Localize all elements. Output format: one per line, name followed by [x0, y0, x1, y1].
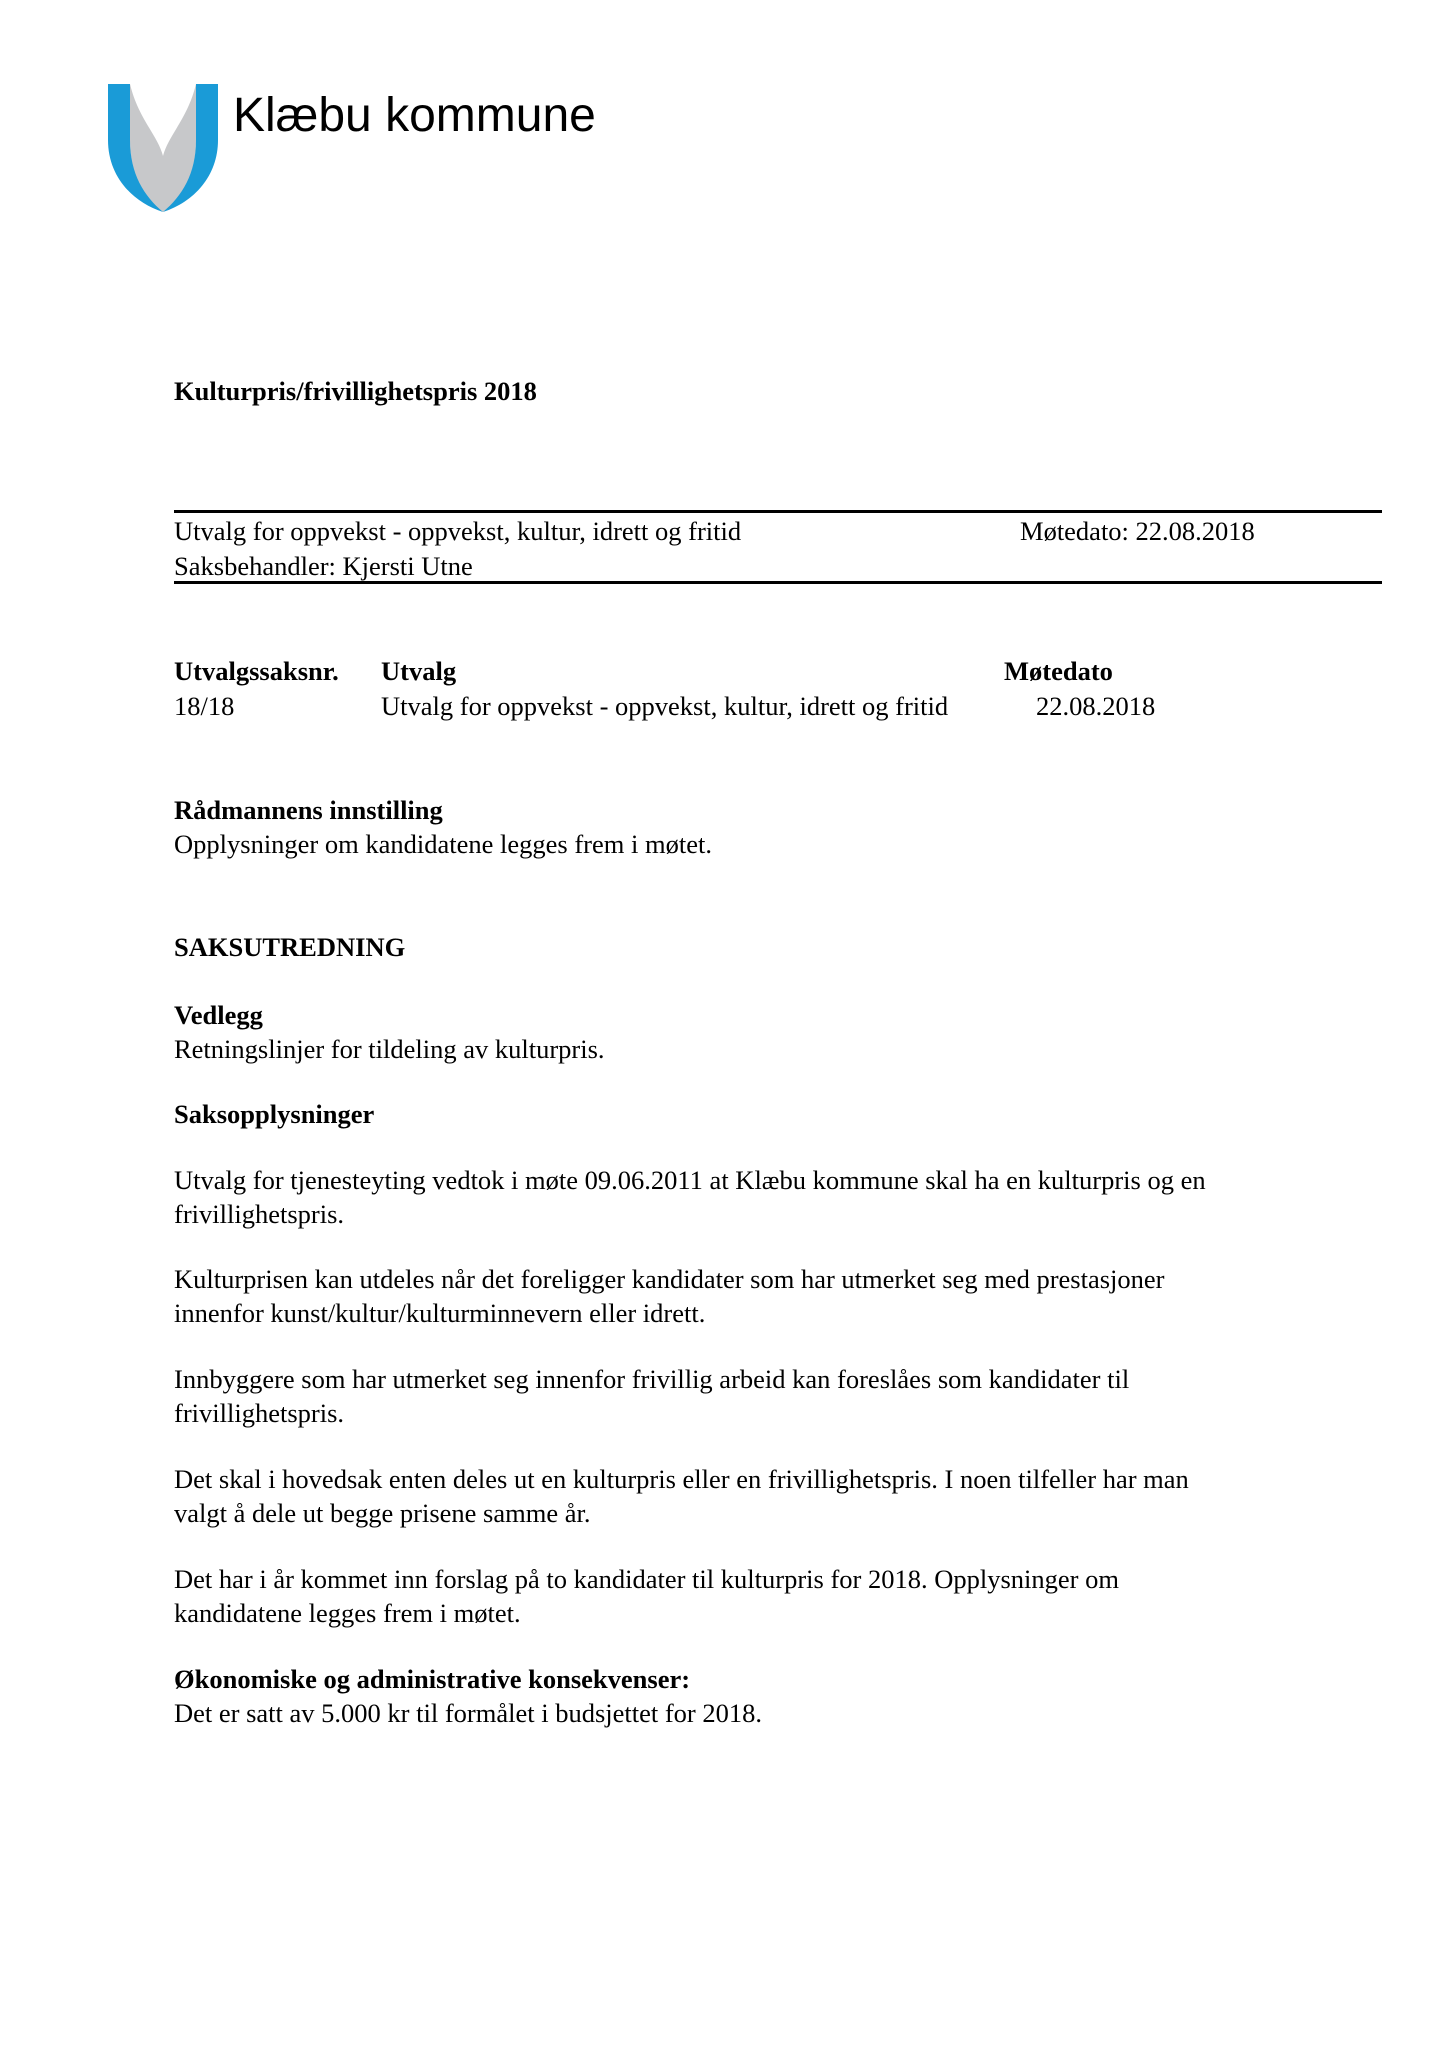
consequences-text: Det er satt av 5.000 kr til formålet i budsjettet for 2018.	[174, 1698, 763, 1728]
recommendation-heading: Rådmannens innstilling	[174, 795, 443, 825]
paragraph-line: Det har i år kommet inn forslag på to kandidater til kulturpris for 2018. Opplysninger om	[174, 1564, 1119, 1594]
paragraph-line: valgt å dele ut begge prisene samme år.	[174, 1498, 591, 1528]
table-header-date: Møtedato	[1004, 656, 1113, 686]
case-info-heading: Saksopplysninger	[174, 1099, 375, 1129]
meta-meeting-date: Møtedato: 22.08.2018	[1020, 516, 1255, 546]
recommendation-text: Opplysninger om kandidatene legges frem i møtet.	[174, 829, 712, 859]
paragraph-line: Innbyggere som har utmerket seg innenfor frivillig arbeid kan foreslåes som kandidater til	[174, 1364, 1130, 1394]
consequences-heading: Økonomiske og administrative konsekvenser:	[174, 1664, 691, 1694]
table-cell-date: 22.08.2018	[1036, 691, 1156, 721]
klaebu-coat-of-arms-icon	[108, 84, 218, 216]
paragraph-line: innenfor kunst/kultur/kulturminnevern eller idrett.	[174, 1298, 706, 1328]
paragraph-line: kandidatene legges frem i møtet.	[174, 1598, 521, 1628]
attachments-heading: Vedlegg	[174, 1000, 263, 1030]
paragraph-line: frivillighetspris.	[174, 1199, 345, 1229]
document-title: Kulturpris/frivillighetspris 2018	[174, 376, 537, 406]
attachments-text: Retningslinjer for tildeling av kulturpris.	[174, 1034, 605, 1064]
table-cell-committee: Utvalg for oppvekst - oppvekst, kultur, idrett og fritid	[381, 691, 949, 721]
municipality-name: Klæbu kommune	[233, 89, 596, 142]
meta-case-officer: Saksbehandler: Kjersti Utne	[174, 551, 473, 581]
paragraph-line: Kulturprisen kan utdeles når det foreligger kandidater som har utmerket seg med prestasjoner	[174, 1264, 1165, 1294]
table-header-case-no: Utvalgssaksnr.	[174, 656, 339, 686]
paragraph-line: Utvalg for tjenesteyting vedtok i møte 09.06.2011 at Klæbu kommune skal ha en kulturpris og en	[174, 1165, 1206, 1195]
bottom-rule	[174, 581, 1382, 584]
top-rule	[174, 510, 1382, 513]
report-heading: SAKSUTREDNING	[174, 932, 406, 962]
table-header-committee: Utvalg	[381, 656, 457, 686]
paragraph-line: frivillighetspris.	[174, 1398, 345, 1428]
table-cell-case-no: 18/18	[174, 691, 235, 721]
meta-committee: Utvalg for oppvekst - oppvekst, kultur, idrett og fritid	[174, 516, 742, 546]
paragraph-line: Det skal i hovedsak enten deles ut en kulturpris eller en frivillighetspris. I noen tilfeller har man	[174, 1464, 1189, 1494]
